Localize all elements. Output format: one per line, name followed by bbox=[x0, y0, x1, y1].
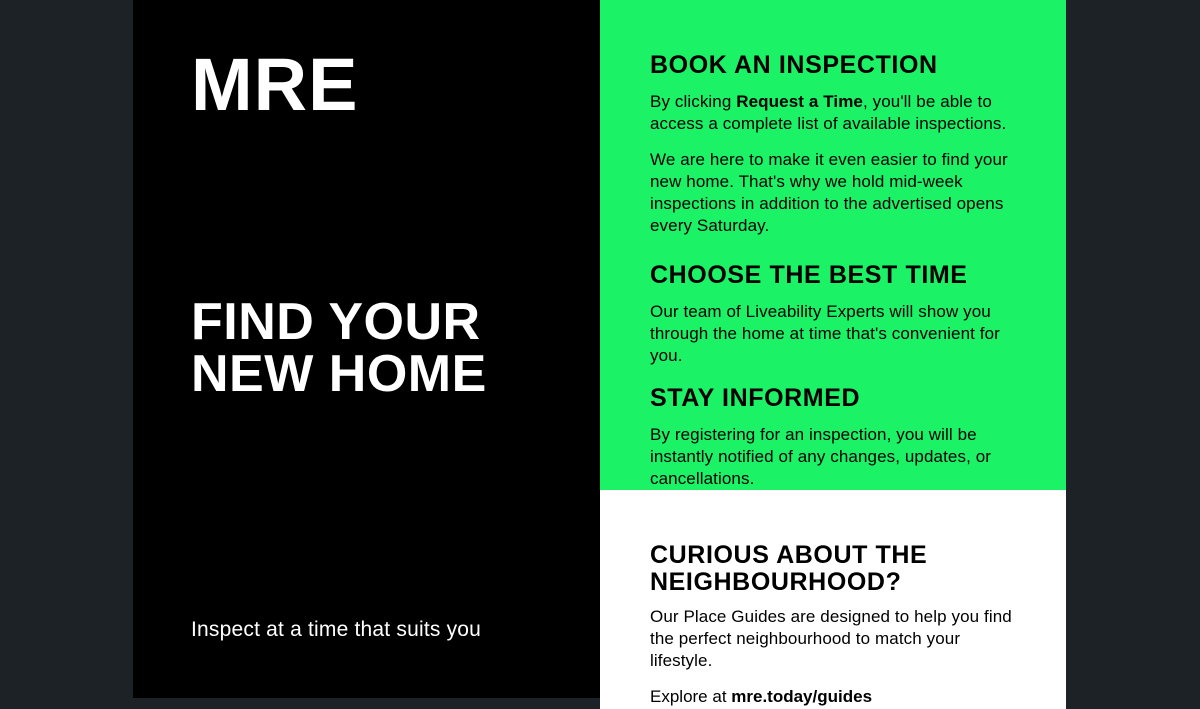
brand-panel bbox=[133, 0, 600, 698]
explore-url[interactable]: mre.today/guides bbox=[731, 687, 873, 707]
book-inspection-text-post: , you'll be able to access a complete list of available inspections. bbox=[650, 92, 1007, 134]
left-gutter bbox=[0, 0, 133, 698]
brand-logo: MRE bbox=[191, 43, 359, 126]
explore-label: Explore at bbox=[650, 687, 732, 707]
stay-informed-paragraph: By registering for an inspection, you will be instantly notified of any changes, updates, or cancellations. bbox=[650, 424, 992, 489]
section-spacer-2 bbox=[650, 367, 1014, 385]
headline-line-1: FIND YOUR bbox=[191, 293, 481, 351]
poster-sheet bbox=[133, 0, 1066, 707]
tagline: Inspect at a time that suits you bbox=[191, 618, 482, 641]
content-column bbox=[600, 0, 1066, 707]
section-spacer-1 bbox=[650, 238, 1014, 262]
explore-line bbox=[650, 686, 1014, 708]
right-gutter bbox=[1066, 0, 1200, 698]
book-inspection-paragraph-1 bbox=[650, 91, 1014, 135]
neighbourhood-title-line-1: CURIOUS ABOUT THE bbox=[650, 541, 928, 570]
neighbourhood-panel bbox=[600, 490, 1066, 708]
request-a-time-emphasis: Request a Time bbox=[736, 92, 863, 111]
section-title-choose-the-best-time: CHOOSE THE BEST TIME bbox=[650, 260, 968, 289]
neighbourhood-title-line-2: NEIGHBOURHOOD? bbox=[650, 568, 902, 597]
book-inspection-paragraph-2: We are here to make it even easier to find your new home. That's why we hold mid-week inspections in addition to the advertised opens every Saturday. bbox=[650, 150, 1008, 236]
section-title-book-an-inspection: BOOK AN INSPECTION bbox=[650, 51, 938, 79]
neighbourhood-paragraph: Our Place Guides are designed to help you find the perfect neighbourhood to match your lifestyle. bbox=[650, 607, 1012, 671]
inspection-info-panel bbox=[600, 0, 1066, 490]
choose-best-time-paragraph: Our team of Liveability Experts will show you through the home at time that's convenient for you. bbox=[650, 301, 1000, 365]
section-title-curious-about-the-neighbourhood bbox=[650, 542, 1014, 596]
headline bbox=[191, 293, 487, 403]
headline-line-2: NEW HOME bbox=[191, 345, 487, 403]
section-title-stay-informed: STAY INFORMED bbox=[650, 383, 861, 412]
book-inspection-text-pre: By clicking bbox=[650, 92, 737, 111]
